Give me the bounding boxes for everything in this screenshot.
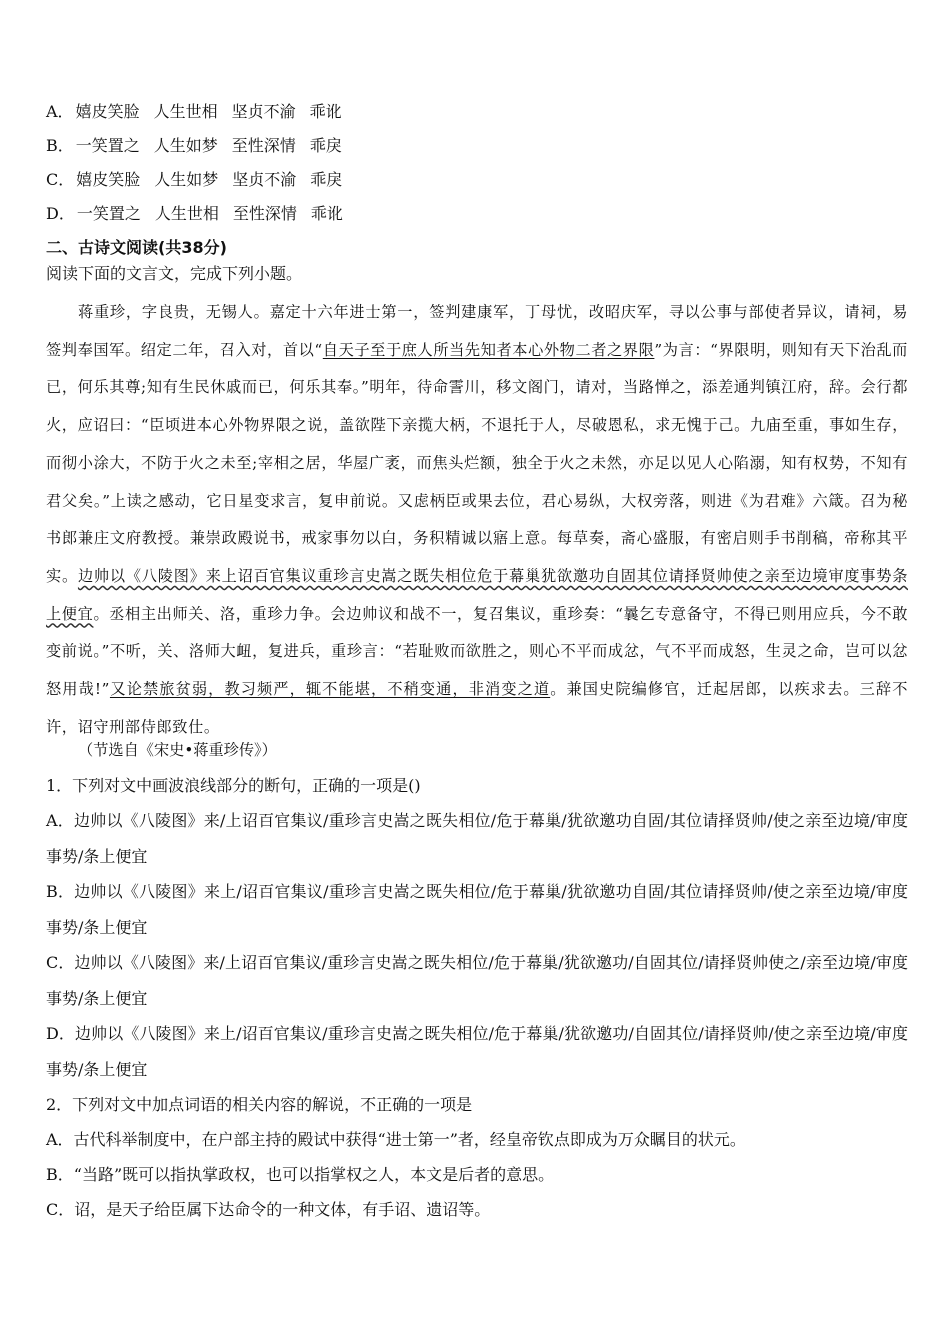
option-letter: C． — [46, 170, 75, 189]
passage-text: ”为言：“界限明，则知有天下治乱而已，何乐其尊;知有生民休戚而已，何乐其奉。”明年，待命霅川，移文阁门，请对，当路惮之，添差通判镇江府，辞。会行都火，应诏曰：“臣顷进本心外物界限之说，盖欲陛下亲揽大柄，不退托于人，尽破恩私，求无愧于己。九庙至重，事如生存，而彻小涂大，不防于火之未至;宰相之居，华屋广袤，而焦头烂额，独全于火之未然，亦足以见人心陷溺，知有权势，不知有君父矣。”上读之感动，它日星变求言，复申前说。又虑柄臣或果去位，君心易纵，大权旁落，则进《为君难》六箴。召为秘书郎兼庄文府教授。兼崇政殿说书，戒家事勿以白，务积精诚以寤上意。每草奏，斋心盛服，有密启则手书削稿，帝称其平实。 — [46, 340, 908, 585]
section-heading: 二、古诗文阅读(共38分) — [46, 238, 227, 257]
question-2-option-c: C．诏，是天子给臣属下达命令的一种文体，有手诏、遗诏等。 — [46, 1200, 491, 1219]
option-letter: A． — [46, 102, 74, 121]
option-word: 乖讹 — [310, 204, 343, 223]
option-word: 一笑置之 — [75, 136, 140, 155]
option-word: 人生如梦 — [153, 136, 218, 155]
passage-source: （节选自《宋史•蒋重珍传》） — [78, 741, 277, 759]
underlined-sentence-2: 又论禁旅贫弱，教习频严，辄不能堪，不稍变通，非消变之道 — [109, 680, 551, 699]
prev-option-c — [46, 170, 342, 190]
option-word: 人生世相 — [153, 102, 218, 121]
option-word: 嬉皮笑脸 — [75, 102, 140, 121]
option-letter: B． — [46, 136, 74, 155]
question-1-stem: 1．下列对文中画波浪线部分的断句，正确的一项是() — [46, 776, 421, 795]
question-1-option-d: D．边帅以《八陵图》来上/诏百官集议/重珍言史嵩之既失相位/危于幕巢/犹欲邀功/自固其位/请择贤帅/使之亲至边境/审度事势/条上便宜 — [46, 1024, 908, 1079]
section-instruction: 阅读下面的文言文，完成下列小题。 — [46, 264, 303, 283]
prev-option-a — [46, 102, 342, 122]
option-word: 嬉皮笑脸 — [76, 170, 141, 189]
prev-option-d — [46, 204, 343, 224]
passage-text: 。兼国史院编修官，迁起居郎，以疾求去。三辞不许，诏守刑部侍郎致仕。 — [46, 680, 908, 736]
classical-passage — [46, 294, 908, 746]
question-1-option-a: A．边帅以《八陵图》来/上诏百官集议/重珍言史嵩之既失相位/危于幕巢/犹欲邀功自固/其位请择贤帅/使之亲至边境/审度事势/条上便宜 — [46, 811, 908, 866]
option-word: 人生如梦 — [154, 170, 219, 189]
option-word: 坚贞不渝 — [232, 170, 297, 189]
prev-option-b — [46, 136, 342, 156]
option-word: 坚贞不渝 — [231, 102, 296, 121]
option-word: 乖戾 — [309, 136, 342, 155]
question-2-option-a: A．古代科举制度中，在户部主持的殿试中获得“进士第一”者，经皇帝钦点即成为万众瞩目的状元。 — [46, 1130, 746, 1149]
question-2-option-b: B．“当路”既可以指执掌政权，也可以指掌权之人，本文是后者的意思。 — [46, 1165, 555, 1184]
option-word: 至性深情 — [231, 136, 296, 155]
wavy-underlined-sentence: 边帅以《八陵图》来上诏百官集议重珍言史嵩之既失相位危于幕巢犹欲邀功自固其位请择贤帅使之亲至边境审度事势条上便宜 — [46, 566, 908, 623]
passage-text: 蒋重珍，字良贵，无锡人。嘉定十六年进士第一，签判建康军，丁母忧，改昭庆军，寻以公事与部使者异议，请祠，易签判奉国军。绍定二年，召入对，首以“ — [46, 303, 908, 359]
option-letter: D． — [46, 204, 75, 223]
option-word: 人生世相 — [154, 204, 219, 223]
question-1-option-b: B．边帅以《八陵图》来上/诏百官集议/重珍言史嵩之既失相位/危于幕巢/犹欲邀功自固/其位请择贤帅/使之亲至边境/审度事势/条上便宜 — [46, 882, 908, 937]
question-1-option-c: C．边帅以《八陵图》来/上诏百官集议/重珍言史嵩之既失相位/危于幕巢/犹欲邀功/自固其位/请择贤帅使之/亲至边境/审度事势/条上便宜 — [46, 953, 908, 1008]
option-word: 至性深情 — [232, 204, 297, 223]
question-2-stem: 2．下列对文中加点词语的相关内容的解说，不正确的一项是 — [46, 1095, 473, 1114]
passage-text: 。丞相主出师关、洛，重珍力争。会边帅议和战不一，复召集议，重珍奏：“曩乞专意备守，不得已则用应兵，今不敢变前说。”不听，关、洛师大衄，复进兵，重珍言：“若耻败而欲胜之，则心不平而成忿，气不平而成怒，生灵之命，岂可以忿怒用哉!” — [46, 604, 908, 699]
option-word: 一笑置之 — [76, 204, 141, 223]
option-word: 乖戾 — [310, 170, 343, 189]
underlined-sentence-1: 自天子至于庶人所当先知者本心外物二者之界限 — [322, 340, 655, 359]
option-word: 乖讹 — [309, 102, 342, 121]
